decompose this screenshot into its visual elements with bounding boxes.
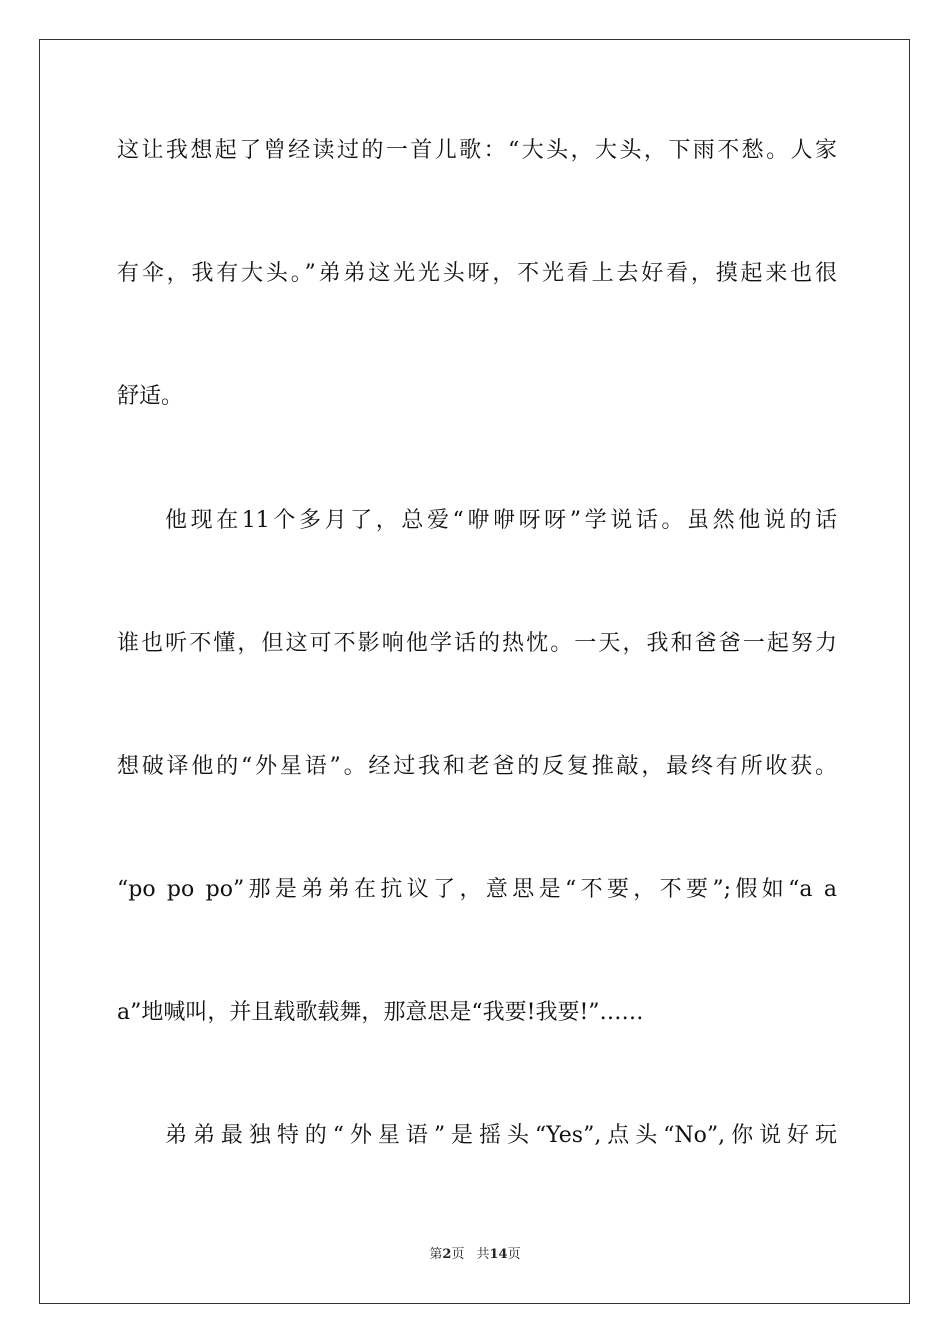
total-pages: 14: [489, 1247, 508, 1262]
page-footer: [0, 1246, 950, 1264]
paragraph-line: 他现在11个多月了，总爱“咿咿呀呀”学说话。虽然他说的话: [165, 508, 837, 533]
paragraph-line: a”地喊叫，并且载歌载舞，那意思是“我要!我要!”……: [117, 1000, 644, 1025]
paragraph-line: 弟弟最独特的“外星语”是摇头“Yes”,点头“No”,你说好玩: [165, 1123, 837, 1148]
paragraph-line: 有伞，我有大头。”弟弟这光光头呀，不光看上去好看，摸起来也很: [117, 261, 837, 286]
paragraph-line: 想破译他的“外星语”。经过我和老爸的反复推敲，最终有所收获。: [117, 754, 837, 779]
paragraph-line: 谁也听不懂，但这可不影响他学话的热忱。一天，我和爸爸一起努力: [117, 631, 837, 656]
page-suffix: 页: [451, 1247, 465, 1262]
paragraph-line: 舒适。: [117, 384, 184, 409]
total-prefix: 共: [476, 1247, 490, 1262]
paragraph-line: 这让我想起了曾经读过的一首儿歌：“大头，大头，下雨不愁。人家: [117, 138, 837, 163]
page-border: [39, 39, 910, 1304]
page-number: 2: [442, 1247, 452, 1262]
total-suffix: 页: [507, 1247, 521, 1262]
paragraph-line: “po po po”那是弟弟在抗议了，意思是“不要，不要”;假如“a a: [117, 877, 837, 902]
page-prefix: 第: [429, 1247, 443, 1262]
